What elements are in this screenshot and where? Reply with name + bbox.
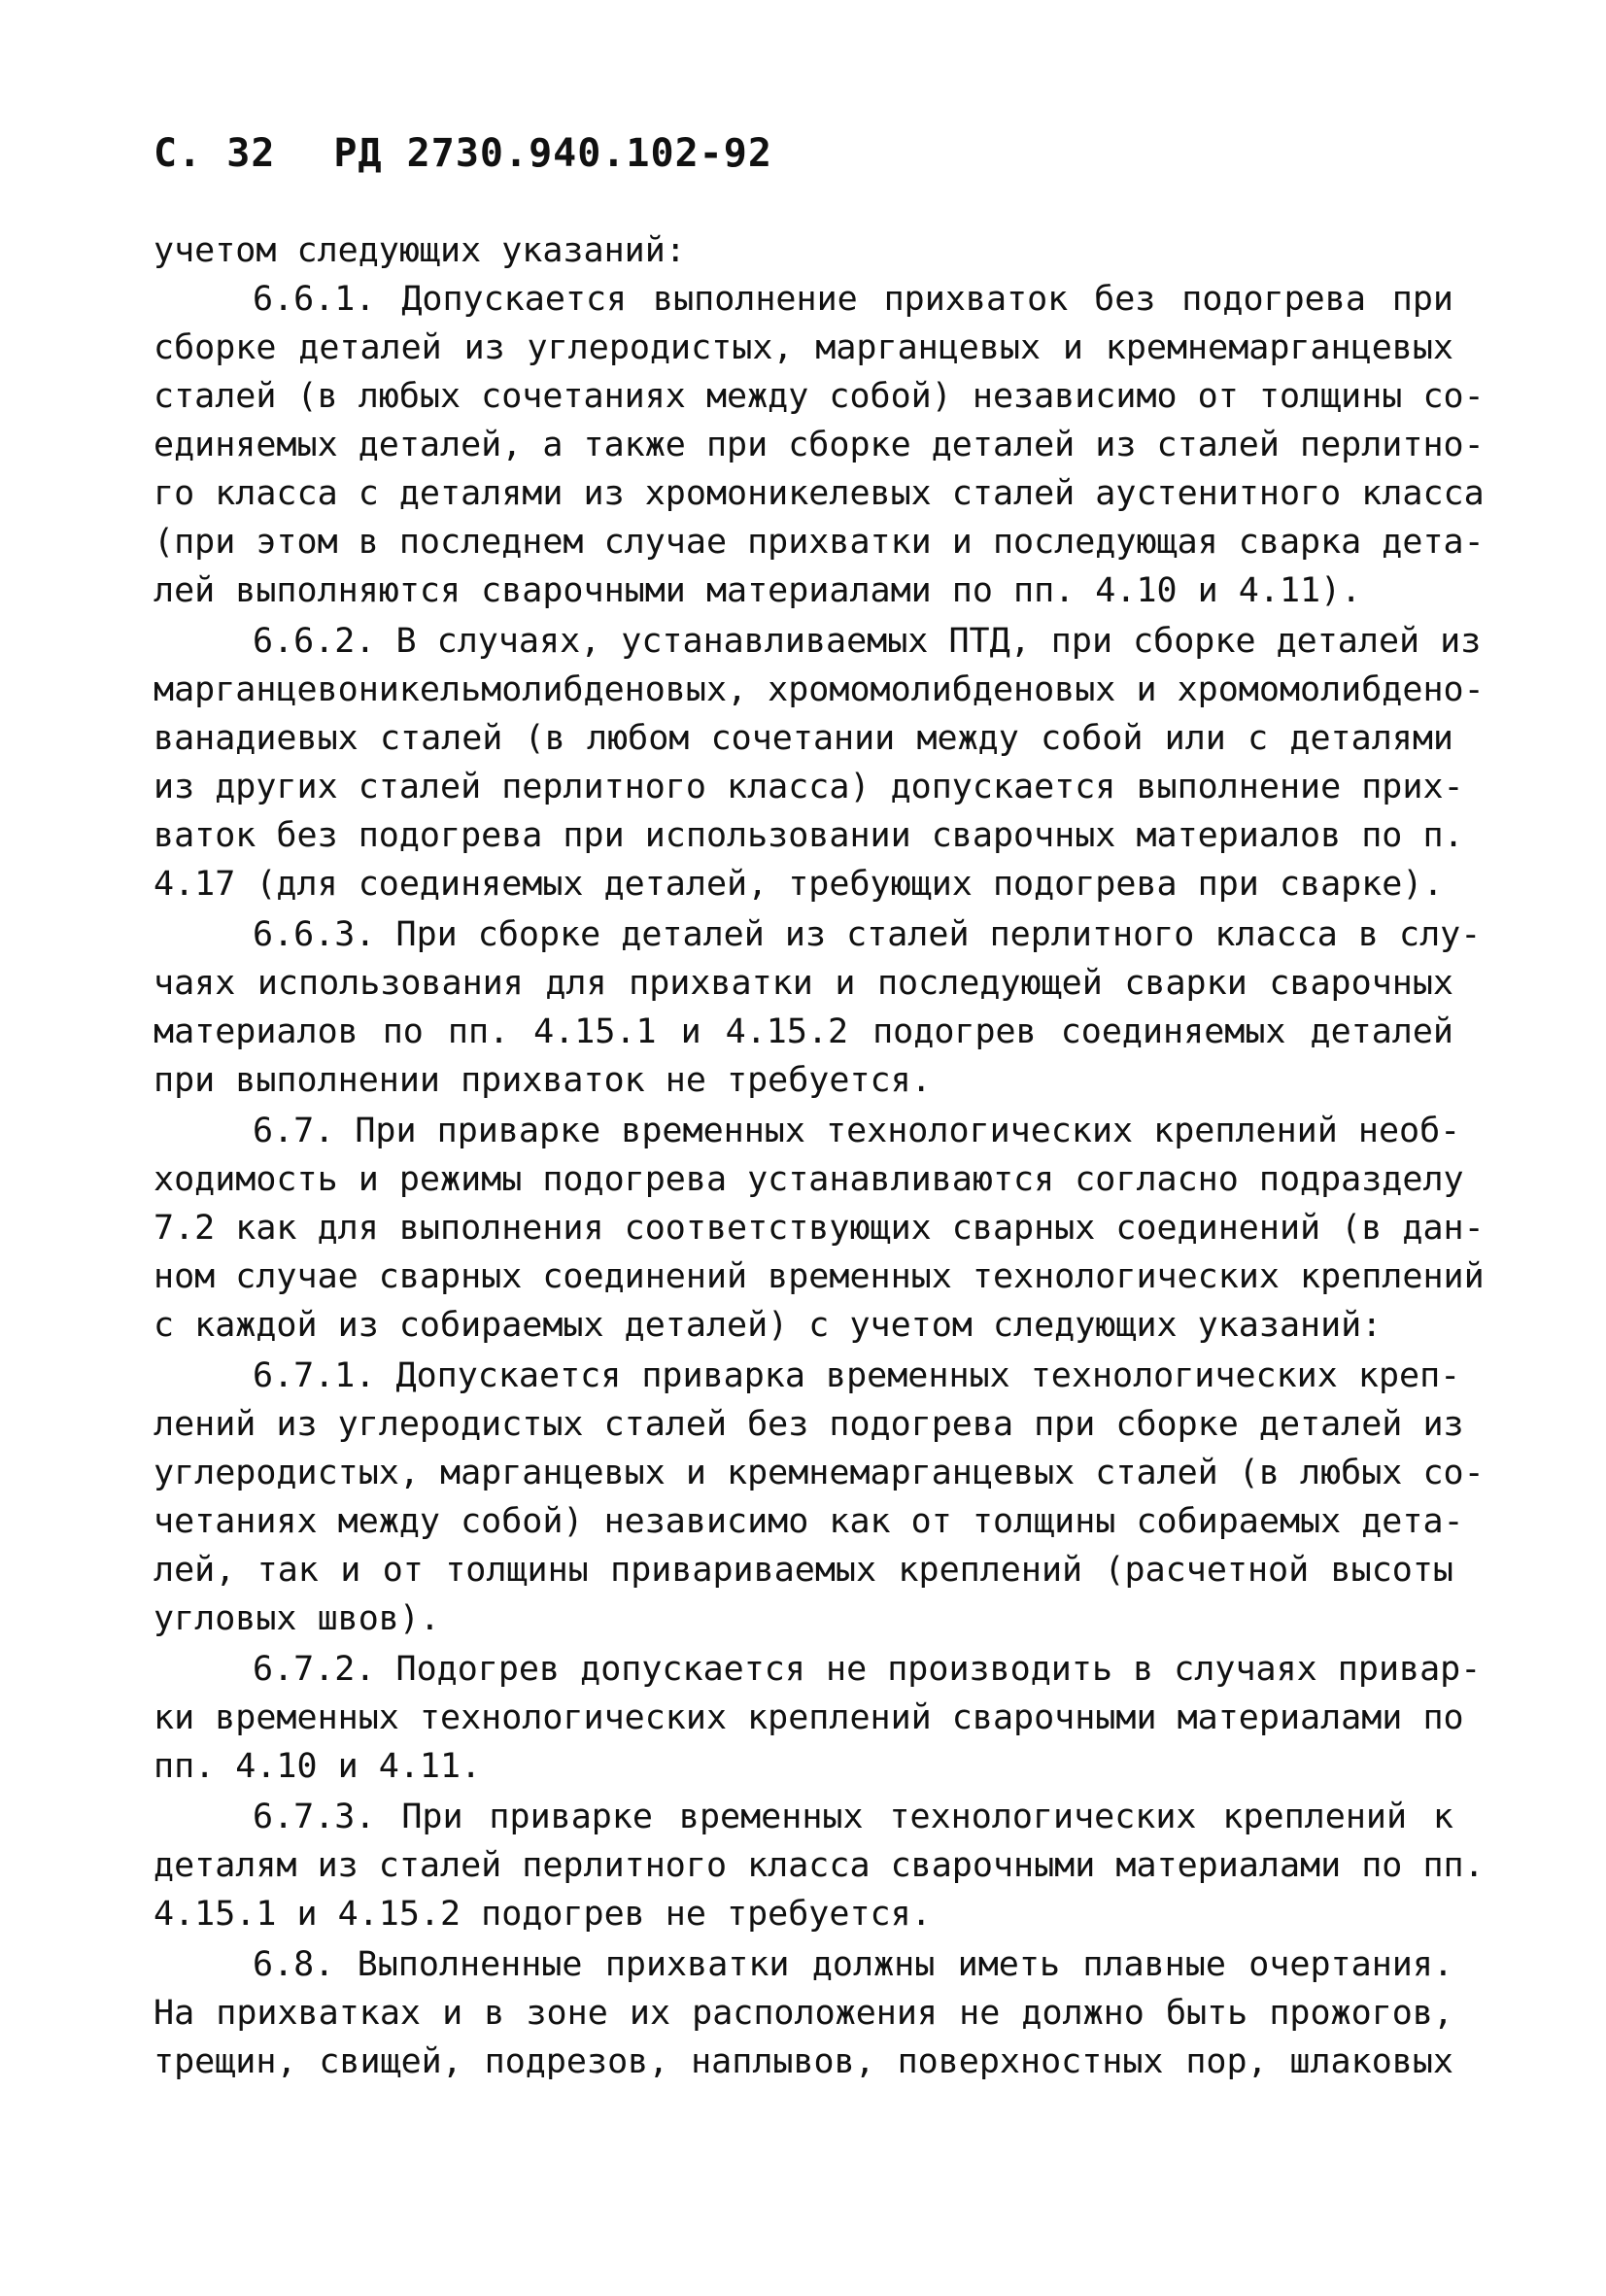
page-header	[154, 126, 772, 181]
text-line: трещин, свищей, подрезов, наплывов, поверхностных пор, шлаковых	[154, 2042, 1453, 2081]
text-line: На прихватках и в зоне их расположения не должно быть прожогов,	[154, 1994, 1453, 2033]
text-line: 4.17 (для соединяемых деталей, требующих подогрева при сварке).	[154, 865, 1444, 904]
text-line: деталям из сталей перлитного класса сварочными материалами по пп.	[154, 1846, 1485, 1885]
text-line: ки временных технологических креплений сварочными материалами по	[154, 1698, 1464, 1737]
paragraph-6-7-1: 6.7.1. Допускается приварка временных технологических креп-	[253, 1356, 1461, 1395]
paragraph-6-7-3: 6.7.3. При приварке временных технологических креплений к	[253, 1798, 1453, 1836]
paragraph-6-6-3: 6.6.3. При сборке деталей из сталей перлитного класса в слу-	[253, 915, 1482, 954]
text-line: лений из углеродистых сталей без подогрева при сборке деталей из	[154, 1405, 1464, 1444]
text-line: материалов по пп. 4.15.1 и 4.15.2 подогрев соединяемых деталей	[154, 1012, 1453, 1051]
text-line: из других сталей перлитного класса) допускается выполнение прих-	[154, 768, 1464, 806]
text-line: угловых швов).	[154, 1599, 441, 1638]
text-line: сталей (в любых сочетаниях между собой) независимо от толщины со-	[154, 377, 1485, 416]
text-line: 4.15.1 и 4.15.2 подогрев не требуется.	[154, 1895, 932, 1934]
text-line: учетом следующих указаний:	[154, 231, 686, 270]
paragraph-6-6-2: 6.6.2. В случаях, устанавливаемых ПТД, при сборке деталей из	[253, 622, 1482, 661]
paragraph-6-6-1: 6.6.1. Допускается выполнение прихваток без подогрева при	[253, 280, 1453, 319]
text-line: ходимость и режимы подогрева устанавливаются согласно подразделу	[154, 1160, 1464, 1199]
text-line: лей выполняются сварочными материалами по пп. 4.10 и 4.11).	[154, 571, 1362, 610]
text-line: го класса с деталями из хромоникелевых сталей аустенитного класса	[154, 474, 1485, 513]
document-code: РД 2730.940.102-92	[333, 131, 772, 176]
paragraph-6-8: 6.8. Выполненные прихватки должны иметь плавные очертания.	[253, 1945, 1453, 1984]
text-line: марганцевоникельмолибденовых, хромомолибденовых и хромомолибдено-	[154, 670, 1485, 709]
text-line: ваток без подогрева при использовании сварочных материалов по п.	[154, 816, 1464, 855]
text-line: четаниях между собой) независимо как от толщины собираемых дета-	[154, 1502, 1464, 1541]
text-line: ном случае сварных соединений временных технологических креплений	[154, 1257, 1485, 1296]
text-line: ванадиевых сталей (в любом сочетании между собой или с деталями	[154, 719, 1453, 758]
text-line: лей, так и от толщины привариваемых креплений (расчетной высоты	[154, 1551, 1453, 1590]
text-line: (при этом в последнем случае прихватки и последующая сварка дета-	[154, 523, 1485, 562]
paragraph-6-7-2: 6.7.2. Подогрев допускается не производить в случаях привар-	[253, 1650, 1482, 1689]
text-line: 7.2 как для выполнения соответствующих сварных соединений (в дан-	[154, 1209, 1485, 1248]
page-number: С. 32	[154, 131, 276, 176]
text-line: чаях использования для прихватки и последующей сварки сварочных	[154, 964, 1453, 1003]
text-line: сборке деталей из углеродистых, марганцевых и кремнемарганцевых	[154, 328, 1453, 367]
text-line: при выполнении прихваток не требуется.	[154, 1061, 932, 1100]
paragraph-6-7: 6.7. При приварке временных технологических креплений необ-	[253, 1112, 1461, 1150]
text-line: единяемых деталей, а также при сборке деталей из сталей перлитно-	[154, 426, 1485, 464]
text-line: пп. 4.10 и 4.11.	[154, 1747, 482, 1786]
text-line: углеродистых, марганцевых и кремнемарганцевых сталей (в любых со-	[154, 1454, 1485, 1492]
text-line: с каждой из собираемых деталей) с учетом следующих указаний:	[154, 1306, 1383, 1345]
